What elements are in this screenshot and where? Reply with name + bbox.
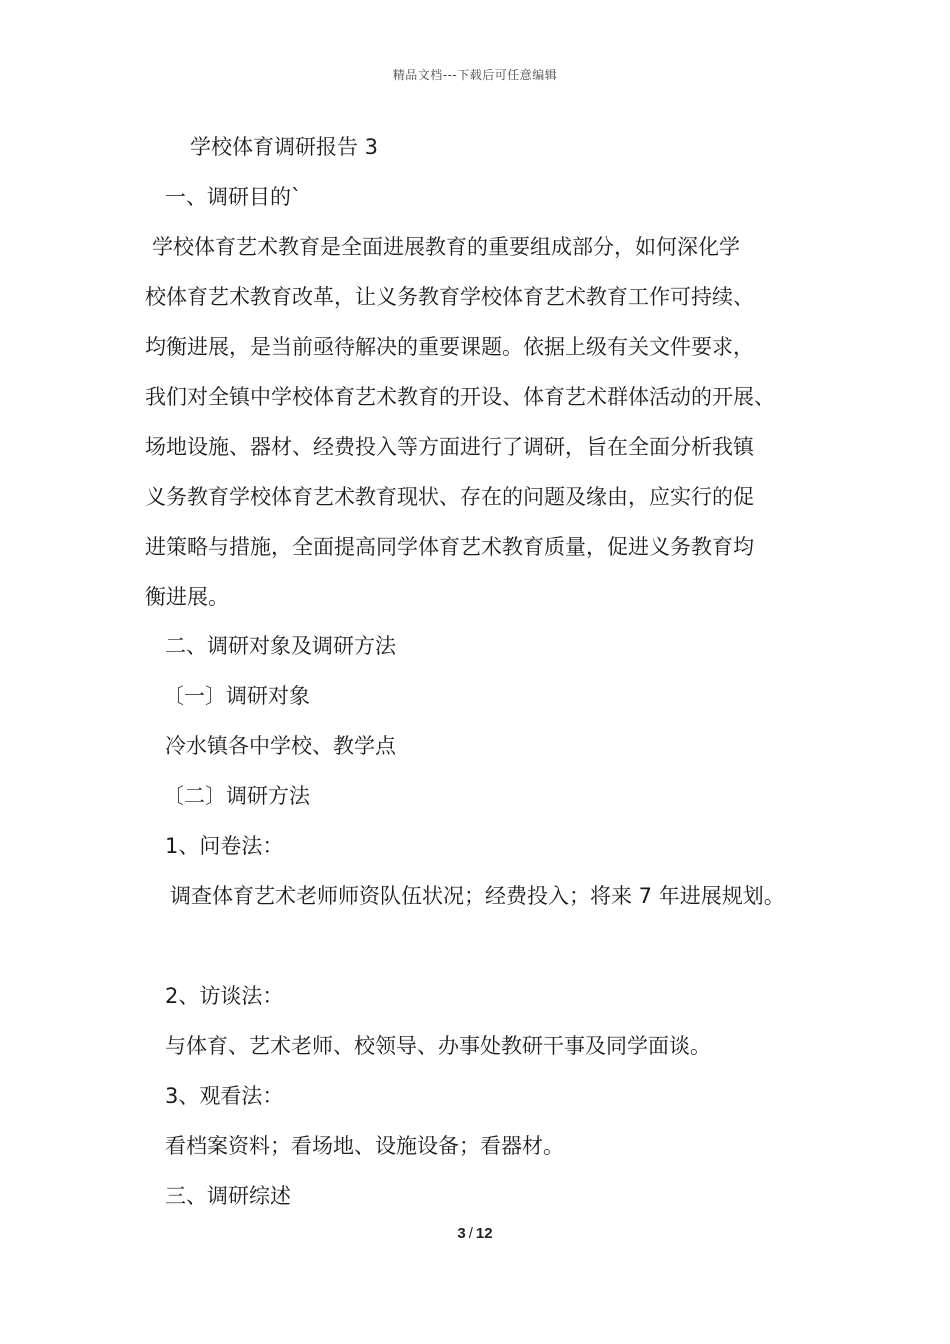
paragraph-line: 场地设施、器材、经费投入等方面进行了调研，旨在全面分析我镇: [145, 435, 754, 459]
page-number: [0, 1225, 950, 1242]
section1-heading: 一、调研目的`: [165, 185, 302, 209]
subsection2-heading: 〔二〕调研方法: [163, 784, 310, 808]
current-page: 3: [457, 1225, 466, 1242]
subsection1-heading: 〔一〕调研对象: [163, 684, 310, 708]
section2-heading: 二、调研对象及调研方法: [165, 634, 396, 658]
subsection1-text: 冷水镇各中学校、教学点: [165, 734, 396, 758]
paragraph-line: 我们对全镇中学校体育艺术教育的开设、体育艺术群体活动的开展、: [145, 385, 775, 409]
paragraph-line: 进策略与措施，全面提高同学体育艺术教育质量，促进义务教育均: [145, 535, 754, 559]
paragraph-line: 校体育艺术教育改革，让义务教育学校体育艺术教育工作可持续、: [145, 285, 754, 309]
method1-label: 1、问卷法：: [165, 834, 284, 858]
page-separator: /: [468, 1225, 473, 1242]
method2-text: 与体育、艺术老师、校领导、办事处教研干事及同学面谈。: [165, 1034, 711, 1058]
document-title: 学校体育调研报告 3: [190, 135, 379, 159]
paragraph-line: 义务教育学校体育艺术教育现状、存在的问题及缘由，应实行的促: [145, 485, 754, 509]
paragraph-line: 均衡进展，是当前亟待解决的重要课题。依据上级有关文件要求，: [145, 335, 754, 359]
paragraph-line: 衡进展。: [145, 585, 229, 609]
method2-label: 2、访谈法：: [165, 984, 284, 1008]
total-pages: 12: [475, 1225, 493, 1242]
method1-text: 调查体育艺术老师师资队伍状况；经费投入；将来 7 年进展规划。: [170, 884, 785, 908]
method3-label: 3、观看法：: [165, 1084, 284, 1108]
header-note: 精品文档---下载后可任意编辑: [392, 68, 558, 82]
method3-text: 看档案资料；看场地、设施设备；看器材。: [165, 1134, 564, 1158]
paragraph-line: 学校体育艺术教育是全面进展教育的重要组成部分，如何深化学: [152, 235, 740, 259]
section3-heading: 三、调研综述: [165, 1184, 291, 1208]
